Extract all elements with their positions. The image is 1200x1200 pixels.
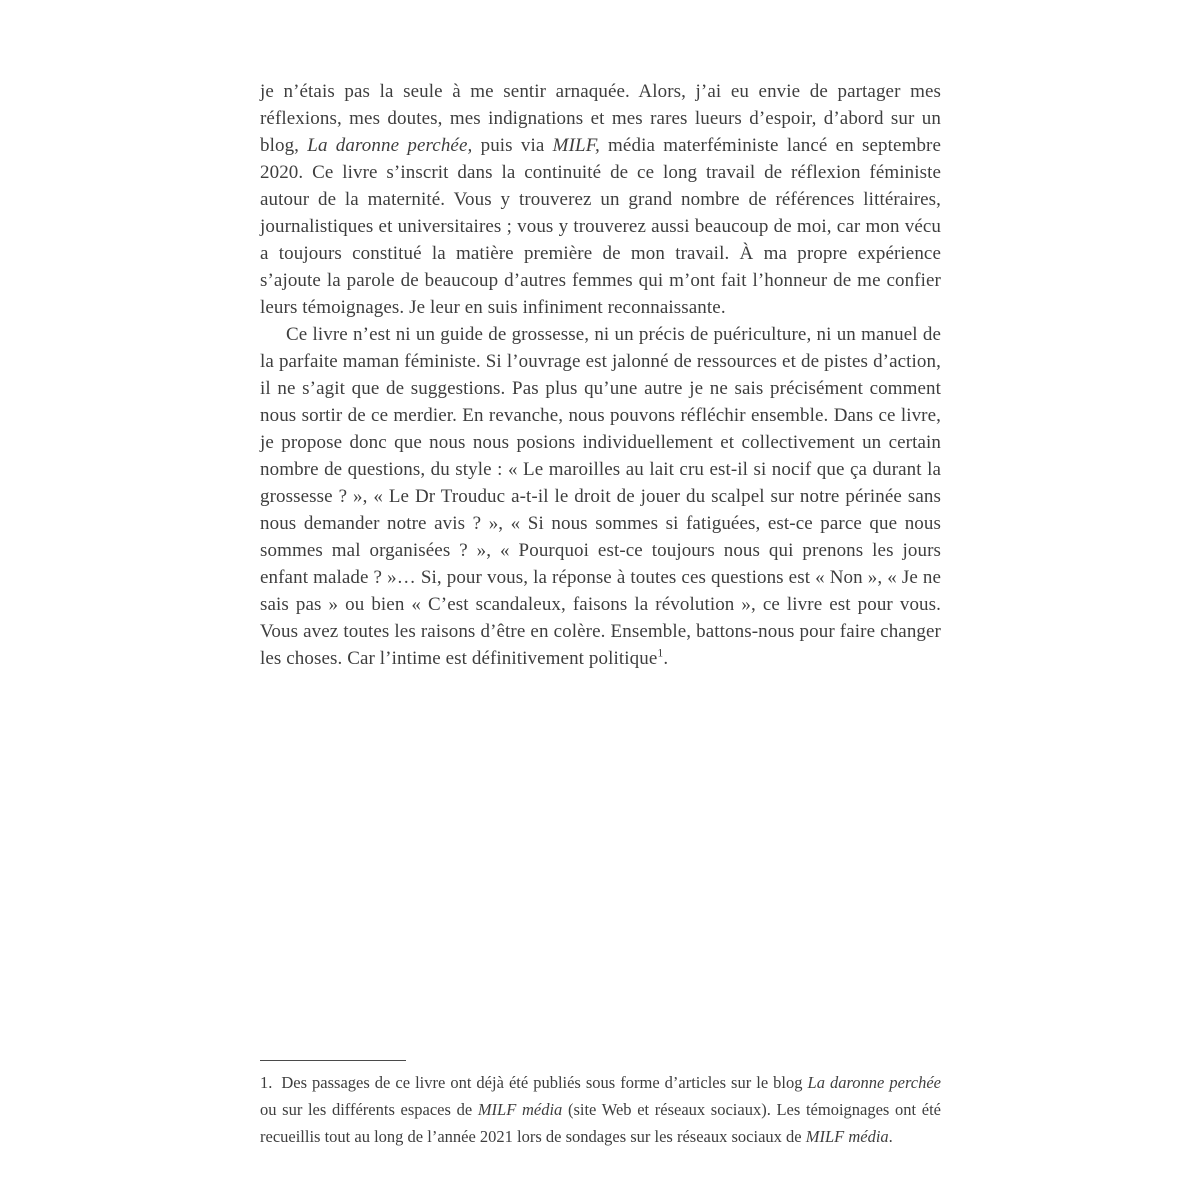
paragraph: je n’étais pas la seule à me sentir arnaquée. Alors, j’ai eu envie de partager mes réflexions, mes doutes, mes indignations et mes rares lueurs d’espoir, d’abord sur un blog, La daronne perchée, puis via MILF, média materféministe lancé en septembre 2020. Ce livre s’inscrit dans la continuité de ce long travail de réflexion féministe autour de la maternité. Vous y trouverez un grand nombre de références littéraires, journalistiques et universitaires ; vous y trouverez aussi beaucoup de moi, car mon vécu a toujours constitué la matière première de mon travail. À ma propre expérience s’ajoute la parole de beaucoup d’autres femmes qui m’ont fait l’honneur de me confier leurs témoignages. Je leur en suis infiniment reconnaissante. xyxy=(260,81,942,318)
paragraph: Ce livre n’est ni un guide de grossesse, ni un précis de puériculture, ni un manuel de la parfaite maman féministe. Si l’ouvrage est jalonné de ressources et de pistes d’action, il ne s’agit que de suggestions. Pas plus qu’une autre je ne sais précisément comment nous sortir de ce merdier. En revanche, nous pouvons réfléchir ensemble. Dans ce livre, je propose donc que nous nous posions individuellement et collectivement un certain nombre de questions, du style : « Le maroilles au lait cru est-il si nocif que ça durant la grossesse ? », « Le Dr Trouduc a-t-il le droit de jouer du scalpel sur notre périnée sans nous demander notre avis ? », « Si nous sommes si fatiguées, est-ce parce que nous sommes mal organisées ? », « Pourquoi est-ce toujours nous qui prenons les jours enfant malade ? »… Si, pour vous, la réponse à toutes ces questions est « Non », « Je ne sais pas » ou bien « C’est scandaleux, faisons la révolution », ce livre est pour vous. Vous avez toutes les raisons d’être en colère. Ensemble, battons-nous pour faire changer les choses. Car l’intime est définitivement politique$^1$. xyxy=(260,324,941,669)
footnote-number: 1. xyxy=(260,1073,273,1092)
footnote-separator xyxy=(260,1060,406,1061)
footnote xyxy=(260,1060,941,1150)
footnote-body: Des passages de ce livre ont déjà été publiés sous forme d’articles sur le blog La daronne perchée ou sur les différents espaces de MILF média (site Web et réseaux sociaux). Les témoignages ont été recueillis tout au long de l’année 2021 lors de sondages sur les réseaux sociaux de MILF média. xyxy=(260,1073,942,1146)
footnote-text xyxy=(260,1069,941,1150)
body-text xyxy=(260,78,941,672)
